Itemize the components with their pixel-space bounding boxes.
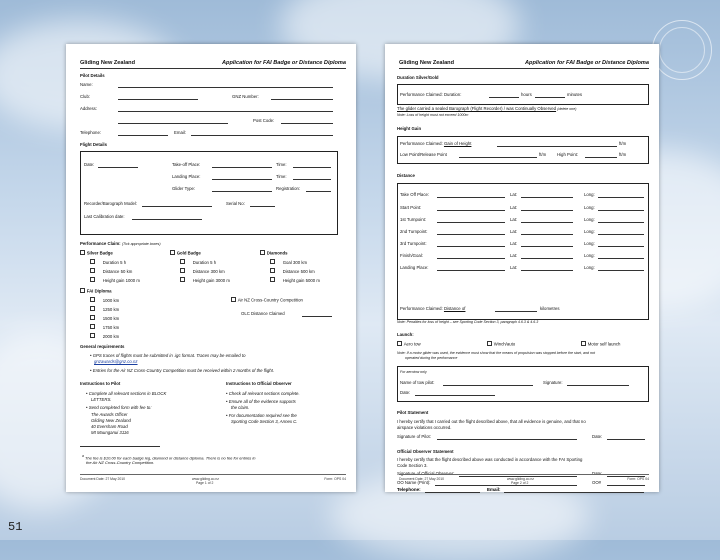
claim-checkbox[interactable] xyxy=(90,277,95,282)
label-oo-number: OO# xyxy=(592,480,602,485)
label-date: Date: xyxy=(400,390,411,395)
pilot-instruction: LETTERS. xyxy=(91,397,112,402)
observer-instruction: Check all relevant sections complete. xyxy=(228,391,300,396)
distance-point-field[interactable] xyxy=(437,270,505,271)
label-landing-place: Landing Place: xyxy=(172,174,201,179)
olc-claimed-field[interactable] xyxy=(302,316,332,317)
distance-point-field[interactable] xyxy=(437,197,505,198)
claim-item: Distance 500 km xyxy=(282,268,315,274)
claim-checkbox[interactable] xyxy=(180,259,185,264)
distance-row-label: Start Point: xyxy=(400,205,422,210)
section-height-gain: Height Gain xyxy=(397,126,422,131)
longitude-field[interactable] xyxy=(598,246,644,247)
date-field[interactable] xyxy=(98,167,138,168)
nz-xc-checkbox[interactable] xyxy=(231,297,236,302)
label-glider-type: Glider Type: xyxy=(172,186,196,191)
section-duration: Duration Silver/Gold xyxy=(397,75,439,80)
watermark-seal xyxy=(652,20,712,80)
form-title: Application for FAI Badge or Distance Diploma xyxy=(221,60,346,66)
label-address: Address: xyxy=(80,106,97,111)
registration-field[interactable] xyxy=(306,191,331,192)
diploma-item: 2000 km xyxy=(102,333,120,339)
serial-no-field[interactable] xyxy=(250,206,275,207)
label-oo-name: OO Name (Print): xyxy=(397,480,431,485)
motor-self-launch-label: Motor self launch xyxy=(587,341,621,347)
landing-time-field[interactable] xyxy=(293,179,331,180)
footer-website: www.gliding.co.nz xyxy=(192,477,219,481)
claim-item: Goal 300 km xyxy=(282,259,308,265)
hours-field[interactable] xyxy=(489,97,519,98)
label-club: Club: xyxy=(80,94,91,99)
org-name: Gliding New Zealand xyxy=(399,60,455,66)
nz-xc-label: Air NZ Cross-Country Competition xyxy=(237,297,303,303)
distance-point-field[interactable] xyxy=(437,258,505,259)
claim-checkbox[interactable] xyxy=(270,268,275,273)
latitude-field[interactable] xyxy=(521,246,573,247)
claim-checkbox[interactable] xyxy=(180,277,185,282)
sealed-barograph-statement: The glider carried a sealed Barograph (Flight Recorder) / was Continually Observed xyxy=(397,106,557,111)
label-low-point: Low Point/Release Point xyxy=(400,152,447,157)
telephone-field[interactable] xyxy=(118,135,168,136)
footer-date: Document Date: 27 May 2010 xyxy=(399,477,445,481)
label-telephone: Telephone: xyxy=(80,130,102,135)
longitude-field[interactable] xyxy=(598,197,644,198)
gold-badge-checkbox[interactable] xyxy=(170,250,175,255)
label-tow-pilot: Name of tow pilot: xyxy=(400,380,435,385)
label-email: Email: xyxy=(487,487,501,492)
section-performance-claim: Performance Claim: xyxy=(80,241,121,246)
label-kilometres: kilometres xyxy=(540,306,560,311)
awards-email-link[interactable]: gnzawards@gnz.co.nz xyxy=(94,359,138,364)
org-name: Gliding New Zealand xyxy=(80,60,136,66)
latitude-field[interactable] xyxy=(521,270,573,271)
address-field-2[interactable] xyxy=(118,123,228,124)
takeoff-time-field[interactable] xyxy=(293,167,331,168)
longitude-field[interactable] xyxy=(598,222,644,223)
longitude-field[interactable] xyxy=(598,270,644,271)
label-long: Long: xyxy=(584,265,595,270)
claim-checkbox[interactable] xyxy=(270,277,275,282)
distance-point-field[interactable] xyxy=(437,210,505,211)
aerotow-checkbox[interactable] xyxy=(397,341,402,346)
label-registration: Registration: xyxy=(276,186,301,191)
label-unit: ft/m xyxy=(619,152,627,157)
diploma-checkbox[interactable] xyxy=(90,306,95,311)
pilot-date-field[interactable] xyxy=(607,439,645,440)
observer-instruction: Sporting Code Section 3, Annex C. xyxy=(231,419,298,424)
page-footer xyxy=(80,474,346,486)
latitude-field[interactable] xyxy=(521,222,573,223)
latitude-field[interactable] xyxy=(521,258,573,259)
label-long: Long: xyxy=(584,205,595,210)
label-long: Long: xyxy=(584,229,595,234)
label-minutes: minutes xyxy=(567,92,583,97)
label-recorder-model: Recorder/Barograph Model: xyxy=(84,201,138,206)
diploma-checkbox[interactable] xyxy=(90,333,95,338)
claim-item: Height gain 5000 m xyxy=(282,277,320,283)
motor-glider-note: Note: If a motor glider was used, the evidence must show that the means of propulsion was stopped before the start, and not xyxy=(397,351,595,355)
label-duration: Duration: xyxy=(443,92,462,97)
requirement-deadline: Entries for the Air NZ Cross-Country Competition must be received within 2 months of the flight. xyxy=(92,368,275,373)
fai-diploma-checkbox[interactable] xyxy=(80,288,85,293)
observer-statement-text: I hereby certify that the flight described above was conducted in accordance with the FAI Sporting xyxy=(397,457,583,462)
diploma-item: 1750 km xyxy=(102,324,120,330)
gold-badge-label: Gold Badge xyxy=(176,250,201,256)
pilot-signature-field[interactable] xyxy=(437,439,577,440)
distance-row-label: Take Off Place: xyxy=(400,192,430,197)
telephone-field[interactable] xyxy=(425,492,480,493)
diploma-item: 1500 km xyxy=(102,315,120,321)
glider-type-field[interactable] xyxy=(212,191,272,192)
diploma-checkbox[interactable] xyxy=(90,324,95,329)
distance-box xyxy=(397,183,649,320)
label-lat: Lat: xyxy=(510,217,518,222)
label-performance-claimed: Performance Claimed: xyxy=(400,306,443,311)
label-gnz-number: GNZ Number: xyxy=(232,94,259,99)
delete-one-note: (delete one) xyxy=(557,107,577,111)
distance-point-field[interactable] xyxy=(437,234,505,235)
tow-pilot-field[interactable] xyxy=(443,385,533,386)
divider xyxy=(80,446,160,447)
label-time: Time: xyxy=(276,174,287,179)
aerotow-box xyxy=(397,366,649,402)
requirement-gps: GPS traces of flights must be submitted in .igc format. Traces may be emailed to xyxy=(92,353,246,358)
fai-diploma-label: FAI Diploma xyxy=(86,288,112,294)
diploma-checkbox[interactable] xyxy=(90,315,95,320)
slide-number: 51 xyxy=(8,520,23,534)
label-lat: Lat: xyxy=(510,192,518,197)
distance-row-label: 2nd Turnpoint: xyxy=(400,229,428,234)
label-performance-claimed: Performance Claimed: xyxy=(400,141,443,146)
winch-auto-label: Winch/auto xyxy=(493,341,516,347)
longitude-field[interactable] xyxy=(598,258,644,259)
observer-instruction: For documentation required see the xyxy=(228,413,297,418)
claim-checkbox[interactable] xyxy=(90,268,95,273)
footer-form-number: Form: OPS 04 xyxy=(324,477,346,481)
label-serial-no: Serial No: xyxy=(226,201,245,206)
diploma-item: 1250 km xyxy=(102,306,120,312)
label-long: Long: xyxy=(584,217,595,222)
label-date: Date: xyxy=(592,471,603,476)
label-distance-of: Distance of xyxy=(443,306,466,311)
aerotow-only-note: For aerotow only xyxy=(400,370,427,374)
low-point-field[interactable] xyxy=(459,157,537,158)
flight-details-box xyxy=(80,151,338,235)
section-distance: Distance xyxy=(397,173,415,178)
observer-instruction: the claim. xyxy=(231,405,250,410)
post-code-field[interactable] xyxy=(281,123,333,124)
label-gain-of-height: Gain of Height xyxy=(443,141,472,146)
longitude-field[interactable] xyxy=(598,234,644,235)
distance-row-label: 3rd Turnpoint: xyxy=(400,241,427,246)
claim-checkbox[interactable] xyxy=(180,268,185,273)
footer-website: www.gliding.co.nz xyxy=(507,477,534,481)
label-long: Long: xyxy=(584,241,595,246)
label-name: Name: xyxy=(80,82,93,87)
footer-page: Page 1 of 2 xyxy=(196,481,214,485)
label-performance-claimed: Performance Claimed: xyxy=(400,92,443,97)
address-line: 40 Eversham Road xyxy=(91,424,128,429)
footer-date: Document Date: 27 May 2010 xyxy=(80,477,126,481)
diamonds-label: Diamonds xyxy=(266,250,288,256)
email-field[interactable] xyxy=(191,135,333,136)
label-time: Time: xyxy=(276,162,287,167)
latitude-field[interactable] xyxy=(521,234,573,235)
distance-row-label: Finish/Goal: xyxy=(400,253,423,258)
address-line: Gliding New Zealand xyxy=(91,418,131,423)
tow-pilot-signature-field[interactable] xyxy=(567,385,629,386)
page-header xyxy=(399,60,649,69)
winch-auto-checkbox[interactable] xyxy=(487,341,492,346)
recorder-model-field[interactable] xyxy=(142,206,212,207)
address-field[interactable] xyxy=(118,111,333,112)
form-page-1: Gliding New Zealand Application for FAI Badge or Distance Diploma Pilot Details Name: Club: GNZ Number: Address: Post Code: Telephone: Email: Flight Details Date: Take-off Place: Time: Landing Place: Time: Glider Type: Registration: Recorder/Barograph Model: Serial No: Last Calibration date: Performance Claim: (Tick appropriate boxes) Silver Badge Gold Badge Diamonds Duration 5 h Distance 50 km Height gain 1000 m Duration 5 h Distance 300 km Height gain 3000 m Goal 300 km Distance 500 km Height gain 5000 m FAI Diploma 1000 km 1250 km 1500 km 1750 km 2000 km Air NZ Cross-Country Competition OLC Distance Claimed General requirements • GPS traces of flights must be submitted in .igc format. Traces may be emailed to gnzawards@gnz.co.nz • Entries for the Air NZ Cross-Country Competition must be received within 2 months of the flight. Instructions to Pilot Instructions to Official Observer • Complete all relevant sections in BLOCK LETTERS. • Send completed form with fee to: The Awards Officer Gliding New Zealand 40 Eversham Road Mt Maunganui 3116 • Check all relevant sections complete. • Ensure all of the evidence supports the claim. • For documentation required see the Sporting Code Section 3, Annex C. $^a$ The fee is $10.00 for each badge leg, diamond or distance diploma. There is no fee for entries in the Air NZ Cross-Country Competition. Document Date: 27 May 2010 www.gliding.co.nz Page 1 of 2 Form: OPS 04 xyxy=(66,44,356,492)
latitude-field[interactable] xyxy=(521,210,573,211)
claim-item: Distance 300 km xyxy=(192,268,225,274)
claim-checkbox[interactable] xyxy=(270,259,275,264)
aerotow-label: Aero tow xyxy=(403,341,421,347)
form-page-2 xyxy=(385,44,659,492)
section-pilot-statement: Pilot Statement xyxy=(397,410,429,415)
claim-checkbox[interactable] xyxy=(90,259,95,264)
label-email: Email: xyxy=(174,130,186,135)
label-date: Date: xyxy=(592,434,603,439)
fee-note: the Air NZ Cross-Country Competition. xyxy=(86,460,155,465)
label-long: Long: xyxy=(584,253,595,258)
label-high-point: High Point: xyxy=(557,152,579,157)
label-post-code: Post Code: xyxy=(253,118,275,123)
label-date: Date: xyxy=(84,162,95,167)
last-calibration-field[interactable] xyxy=(132,219,202,220)
address-line: Mt Maunganui 3116 xyxy=(91,430,129,435)
observer-instruction: Ensure all of the evidence supports xyxy=(228,399,296,404)
label-unit: ft/m xyxy=(619,141,627,146)
label-signature-of-observer: Signature of Official Observer: xyxy=(397,471,455,476)
email-field[interactable] xyxy=(504,492,644,493)
distance-row-label: 1st Turnpoint: xyxy=(400,217,427,222)
footer-form-number: Form: OPS 04 xyxy=(627,477,649,481)
high-point-field[interactable] xyxy=(585,157,617,158)
address-line: The Awards Officer xyxy=(91,412,128,417)
motor-self-launch-checkbox[interactable] xyxy=(581,341,586,346)
landing-place-field[interactable] xyxy=(212,179,272,180)
section-general-requirements: General requirements xyxy=(80,344,125,349)
height-loss-note: Note: Loss of height must not exceed 1000m xyxy=(397,113,469,117)
claim-item: Duration 5 h xyxy=(102,259,127,265)
section-instructions-observer: Instructions to Official Observer xyxy=(226,381,292,386)
distance-claimed-field[interactable] xyxy=(495,311,537,312)
section-instructions-pilot: Instructions to Pilot xyxy=(80,381,121,386)
pilot-instruction: Complete all relevant sections in BLOCK xyxy=(88,391,167,396)
distance-row-label: Landing Place: xyxy=(400,265,429,270)
section-launch: Launch: xyxy=(397,332,414,337)
fee-note: The fee is $10.00 for each badge leg, diamond or distance diploma. There is no fee for entries in xyxy=(84,455,256,461)
label-signature: Signature: xyxy=(543,380,563,385)
penalties-note: Note: Penalties for loss of height – see Sporting Code Section 3, paragraph 4.6.3 & 4.6.3 xyxy=(397,320,539,324)
distance-point-field[interactable] xyxy=(437,222,505,223)
page-footer xyxy=(399,474,649,486)
silver-badge-checkbox[interactable] xyxy=(80,250,85,255)
diploma-checkbox[interactable] xyxy=(90,297,95,302)
label-lat: Lat: xyxy=(510,241,518,246)
motor-glider-note: operated during the performance xyxy=(405,356,458,360)
longitude-field[interactable] xyxy=(598,210,644,211)
name-field[interactable] xyxy=(118,87,333,88)
label-lat: Lat: xyxy=(510,253,518,258)
claim-item: Duration 5 h xyxy=(192,259,217,265)
tow-date-field[interactable] xyxy=(415,395,495,396)
label-takeoff-place: Take-off Place: xyxy=(172,162,201,167)
section-observer-statement: Official Observer Statement xyxy=(397,449,454,454)
claim-item: Height gain 1000 m xyxy=(102,277,140,283)
footer-page: Page 2 of 2 xyxy=(511,481,529,485)
label-lat: Lat: xyxy=(510,205,518,210)
latitude-field[interactable] xyxy=(521,197,573,198)
silver-badge-label: Silver Badge xyxy=(86,250,113,256)
form-title: Application for FAI Badge or Distance Diploma xyxy=(524,60,649,66)
claim-item: Distance 50 km xyxy=(102,268,133,274)
diploma-item: 1000 km xyxy=(102,297,120,303)
label-unit: ft/m xyxy=(539,152,547,157)
pilot-statement-text: I hereby certify that I carried out the flight described above, that all evidence is genuine, and that no xyxy=(397,419,586,424)
claim-item: Height gain 3000 m xyxy=(192,277,230,283)
section-pilot-details: Pilot Details xyxy=(80,73,105,78)
pilot-instruction: Send completed form with fee to: xyxy=(88,405,152,410)
section-flight-details: Flight Details xyxy=(80,142,107,147)
label-telephone: Telephone: xyxy=(397,487,421,492)
diamonds-checkbox[interactable] xyxy=(260,250,265,255)
tick-note: (Tick appropriate boxes) xyxy=(121,242,161,246)
observer-statement-text: Code Section 3. xyxy=(397,463,428,468)
olc-claimed-label: OLC Distance Claimed xyxy=(241,311,285,316)
page-header xyxy=(80,60,346,69)
takeoff-place-field[interactable] xyxy=(212,167,272,168)
distance-point-field[interactable] xyxy=(437,246,505,247)
label-long: Long: xyxy=(584,192,595,197)
label-hours: hours xyxy=(521,92,532,97)
gain-of-height-field[interactable] xyxy=(497,146,617,147)
gnz-number-field[interactable] xyxy=(271,99,333,100)
label-signature-of-pilot: Signature of Pilot: xyxy=(397,434,431,439)
label-lat: Lat: xyxy=(510,229,518,234)
label-lat: Lat: xyxy=(510,265,518,270)
label-last-calibration: Last Calibration date: xyxy=(84,214,125,219)
club-field[interactable] xyxy=(118,99,198,100)
minutes-field[interactable] xyxy=(535,97,565,98)
pilot-statement-text: airspace violations occurred. xyxy=(397,425,452,430)
